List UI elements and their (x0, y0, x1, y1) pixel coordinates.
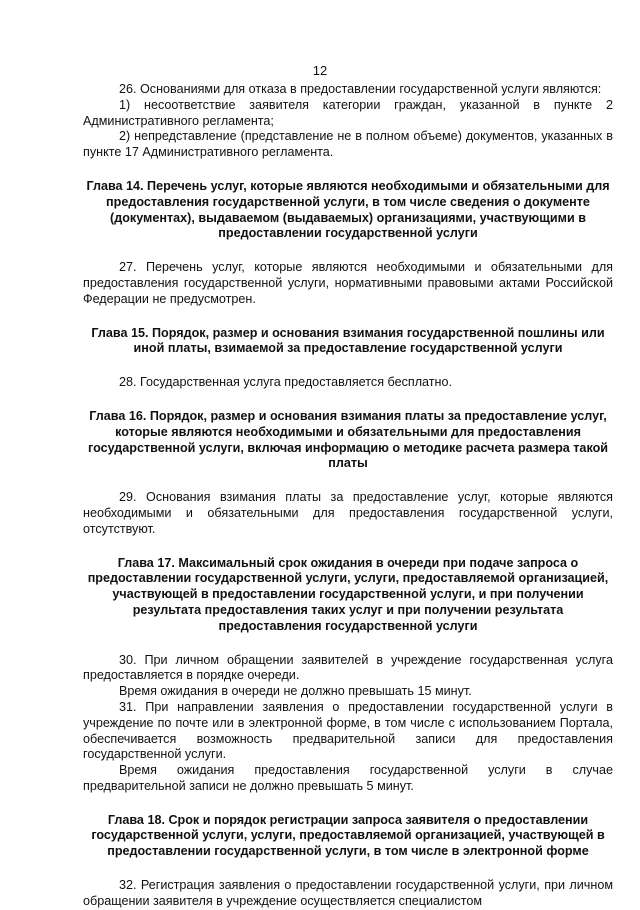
page-number: 12 (312, 63, 328, 78)
paragraph-32: 32. Регистрация заявления о предоставлении государственной услуги, при личном обращении заявителя в учреждение осуществляется специалистом (83, 878, 613, 908)
paragraph-28: 28. Государственная услуга предоставляется бесплатно. (119, 375, 453, 390)
chapter-15-heading: Глава 15. Порядок, размер и основания взимания государственной пошлины или иной платы, взимаемой за предоставление государственной услуги (91, 325, 605, 356)
chapter-16-heading: Глава 16. Порядок, размер и основания взимания платы за предоставление услуг, которые являются необходимыми и обязательными для предоставления государственной услуги, включая информацию о методике расчета размера такой платы (87, 408, 609, 471)
paragraph-27: 27. Перечень услуг, которые являются необходимыми и обязательными для предоставления государственной услуги, нормативными правовыми актами Российской Федерации не предусмотрен. (83, 260, 613, 306)
paragraph-31-wait-time: Время ожидания предоставления государственной услуги в случае предварительной записи не должно превышать 5 минут. (83, 763, 613, 793)
paragraph-26: 26. Основаниями для отказа в предоставлении государственной услуги являются: (119, 82, 602, 96)
document-body (83, 82, 613, 910)
chapter-18-heading: Глава 18. Срок и порядок регистрации запроса заявителя о предоставлении государственной услуги, услуги, предоставляемой организацией, участвующей в предоставлении государственной услуги, в том числе в электронной форме (91, 812, 605, 859)
paragraph-30: 30. При личном обращении заявителей в учреждение государственная услуга предоставляется в порядке очереди. (83, 652, 613, 683)
paragraph-30-wait-time: Время ожидания в очереди не должно превышать 15 минут. (119, 684, 472, 699)
chapter-17-heading: Глава 17. Максимальный срок ожидания в очереди при подаче запроса о предоставлении государственной услуги, услуги, предоставляемой организацией, участвующей в предоставлении государственной услуги, и при получении результата предоставления таких услуг и при получении результата предоставления государственной услуги (87, 555, 609, 633)
paragraph-26-item-1: 1) несоответствие заявителя категории граждан, указанной в пункте 2 Административного регламента; (83, 97, 613, 128)
paragraph-26-item-2: 2) непредставление (представление не в полном объеме) документов, указанных в пункте 17 Административного регламента. (83, 129, 613, 160)
chapter-14-heading: Глава 14. Перечень услуг, которые являются необходимыми и обязательными для предоставления государственной услуги, в том числе сведения о документе (документах), выдаваемом (выдаваемых) организациями, участвующими в предоставлении государственной услуги (86, 178, 610, 241)
paragraph-31: 31. При направлении заявления о предоставлении государственной услуги в учреждение по почте или в электронной форме, в том числе с использованием Портала, обеспечивается возможность предварительной записи для предоставления государственной услуги. (83, 699, 613, 762)
paragraph-29: 29. Основания взимания платы за предоставление услуг, которые являются необходимыми и обязательными для предоставления государственной услуги, отсутствуют. (83, 490, 613, 536)
